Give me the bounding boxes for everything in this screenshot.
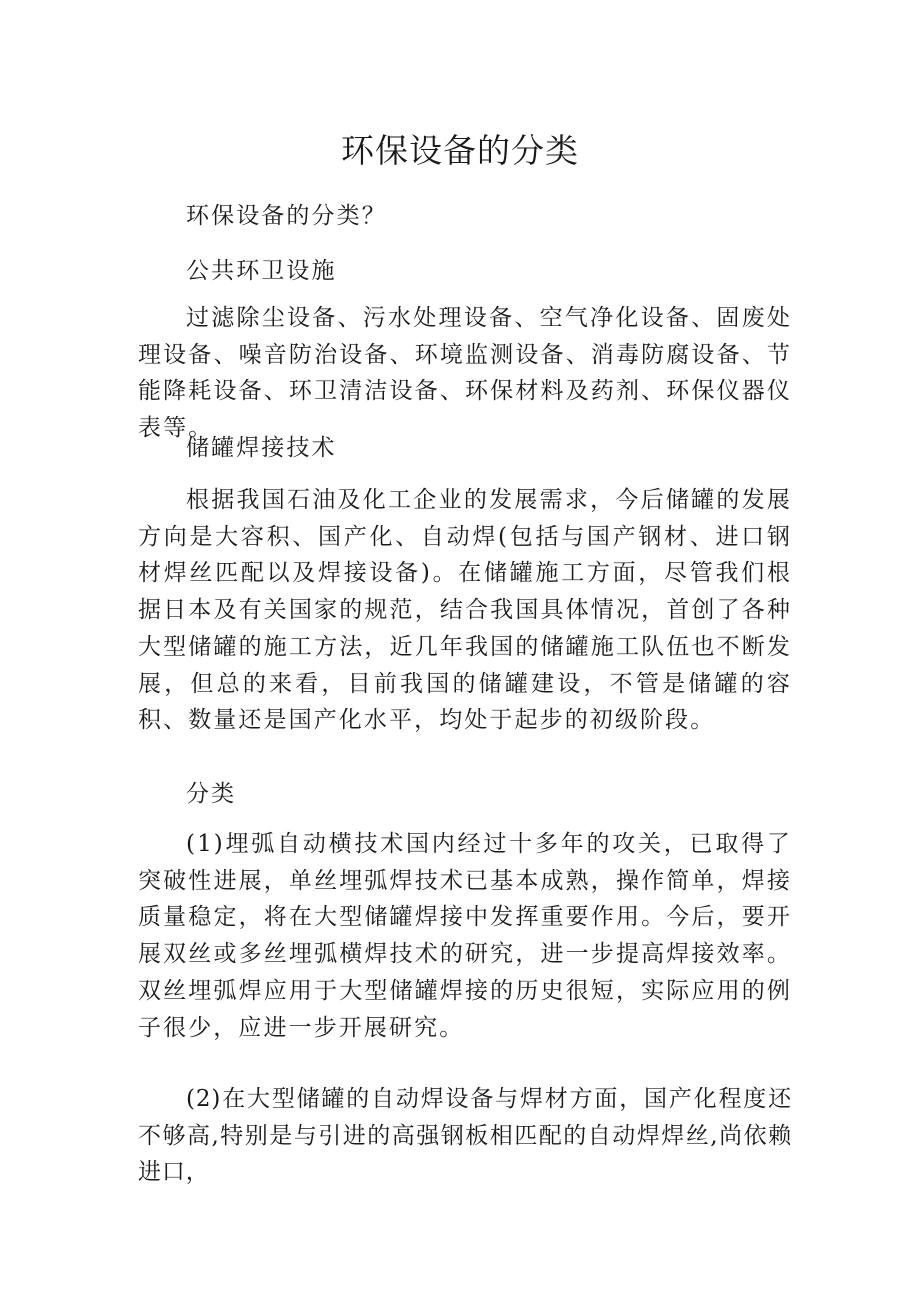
section-heading-public-sanitation: 公共环卫设施 <box>186 258 337 284</box>
tank-welding-paragraph: 根据我国石油及化工企业的发展需求，今后储罐的发展方向是大容积、国产化、自动焊(包括与国产钢材、进口钢材焊丝匹配以及焊接设备)。在储罐施工方面，尽管我们根据日本及有关国家的规范，结合我国具体情况，首创了各种大型储罐的施工方法，近几年我国的储罐施工队伍也不断发展，但总的来看，目前我国的储罐建设，不管是储罐的容积、数量还是国产化水平，均处于起步的初级阶段。 <box>138 487 792 734</box>
classification-item-1: (1)埋弧自动横技术国内经过十多年的攻关，已取得了突破性进展，单丝埋弧焊技术已基本成熟，操作简单，焊接质量稳定，将在大型储罐焊接中发挥重要作用。今后，要开展双丝或多丝埋弧横焊技术的研究，进一步提高焊接效率。双丝埋弧焊应用于大型储罐焊接的历史很短，实际应用的例子很少，应进一步开展研究。 <box>138 831 792 1041</box>
question-line: 环保设备的分类？ <box>186 203 387 229</box>
section-heading-classification: 分类 <box>186 781 237 807</box>
document-title: 环保设备的分类 <box>341 131 579 170</box>
classification-item-2: (2)在大型储罐的自动焊设备与焊材方面，国产化程度还不够高,特别是与引进的高强钢板相匹配的自动焊焊丝,尚依赖进口， <box>138 1086 792 1186</box>
equipment-list-paragraph: 过滤除尘设备、污水处理设备、空气净化设备、固废处理设备、噪音防治设备、环境监测设备、消毒防腐设备、节能降耗设备、环卫清洁设备、环保材料及药剂、环保仪器仪表等。 <box>138 305 792 442</box>
section-heading-tank-welding: 储罐焊接技术 <box>186 435 337 461</box>
